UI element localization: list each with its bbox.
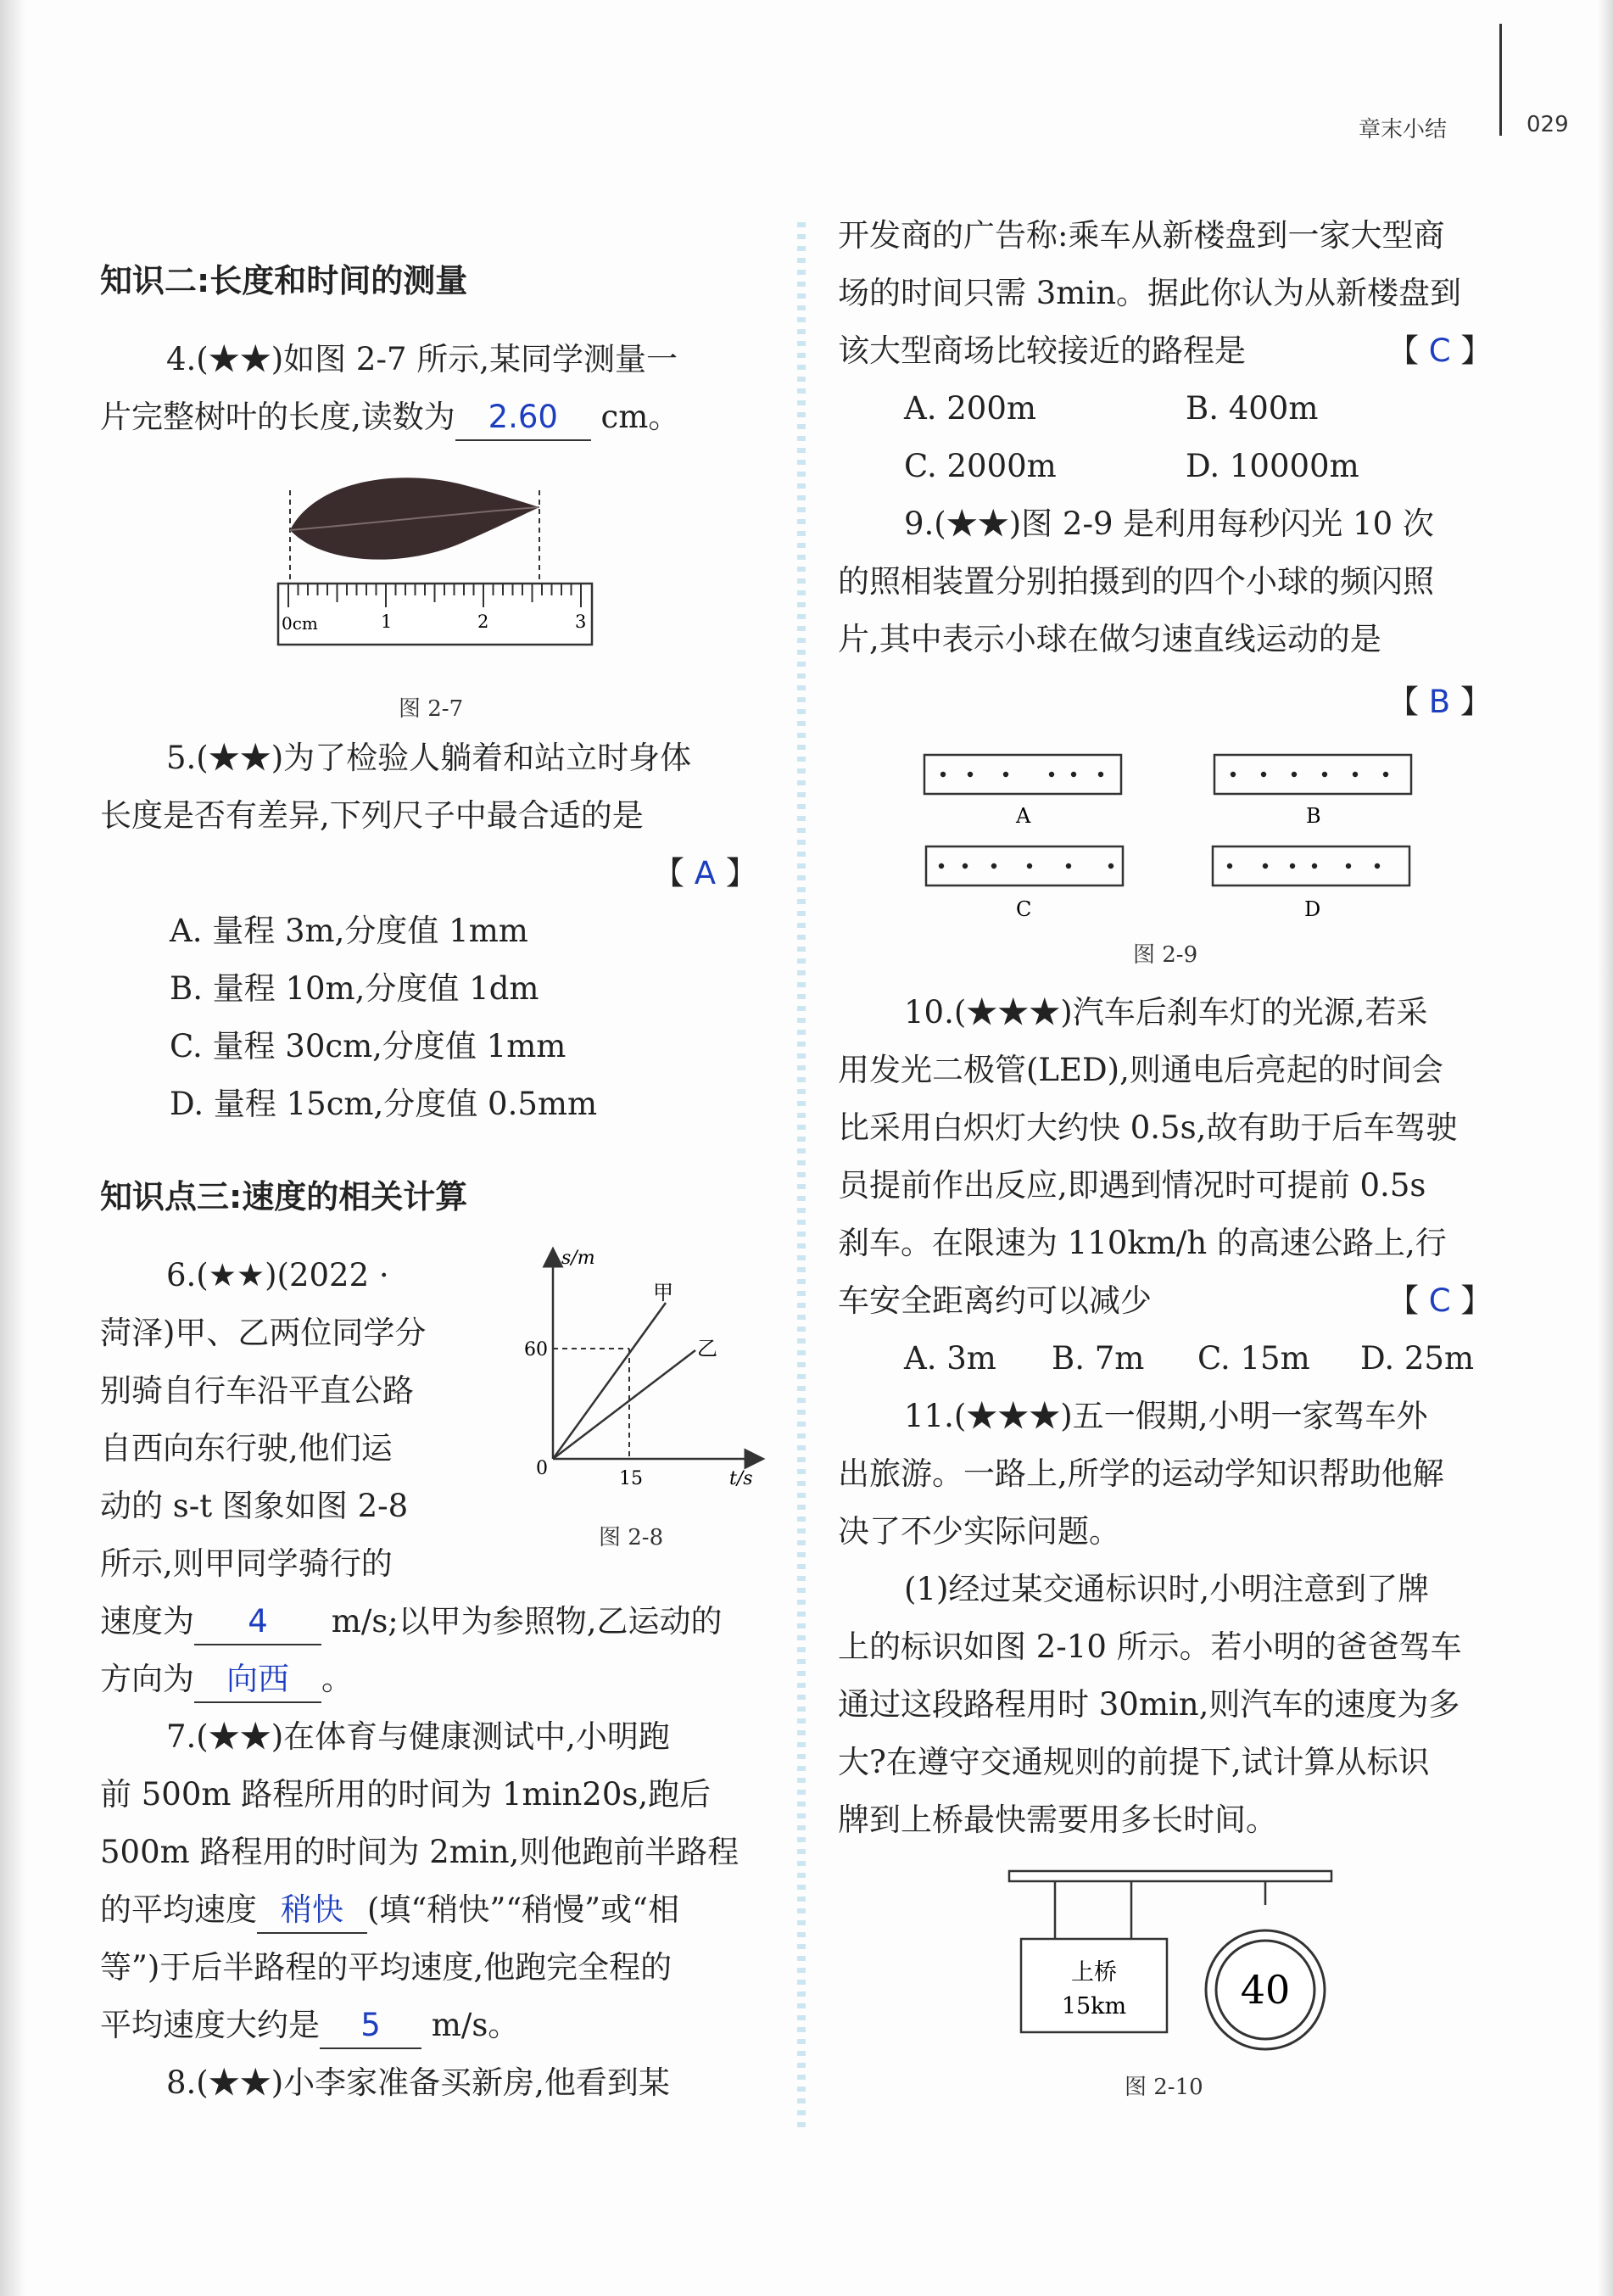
strobe-c: [926, 846, 1123, 921]
q8-line1: 8.(★★)小李家准备买新房,他看到某: [166, 2064, 670, 2101]
ruler: [278, 584, 592, 645]
ruler-tick-2: 2: [477, 612, 489, 632]
header-divider: [1499, 24, 1502, 136]
sign-crossbar: [1009, 1871, 1331, 1881]
q6-answer2-blank: [194, 1662, 321, 1703]
figure-2-9: [916, 746, 1425, 933]
q10-option-b: B. 7m: [1052, 1340, 1145, 1377]
distance-sign-km: 15km: [1061, 1993, 1127, 2019]
q4-answer: 2.60: [488, 399, 558, 435]
tick-60: 60: [524, 1339, 548, 1360]
figure-2-8-caption: 图 2-8: [599, 1525, 664, 1550]
figure-2-8: [517, 1247, 772, 1489]
q8-option-d: D. 10000m: [1186, 448, 1359, 484]
strobe-b: [1214, 755, 1411, 828]
q5-option-a: A. 量程 3m,分度值 1mm: [170, 913, 528, 949]
figure-2-7-caption: 图 2-7: [399, 696, 464, 722]
q7-line5: 等”)于后半路程的平均速度,他跑完全程的: [100, 1949, 673, 1986]
q11-line6: 通过这段路程用时 30min,则汽车的速度为多: [838, 1686, 1460, 1723]
q6-line1: 6.(★★)(2022 ·: [166, 1257, 389, 1293]
q6-line6: 所示,则甲同学骑行的: [100, 1545, 393, 1582]
q11-line2: 出旅游。一路上,所学的运动学知识帮助他解: [838, 1455, 1444, 1492]
header-page-number: 029: [1526, 112, 1569, 137]
q11-line8: 牌到上桥最快需要用多长时间。: [838, 1802, 1277, 1838]
q8-answer-bracket: 【 C 】: [1387, 332, 1493, 369]
q7-answer1: 稍快: [281, 1891, 343, 1928]
strobe-a-label: A: [1016, 804, 1031, 828]
q6-answer2: 向西: [226, 1661, 289, 1697]
strobe-b-label: B: [1306, 804, 1321, 828]
q10-option-d: D. 25m: [1360, 1340, 1475, 1377]
q7-answer2-blank: [320, 2008, 421, 2049]
q8-line3: 场的时间只需 3min。据此你认为从新楼盘到: [838, 275, 1462, 311]
strobe-d: [1213, 846, 1409, 921]
line-yi: [553, 1350, 695, 1459]
q9-line3: 片,其中表示小球在做匀速直线运动的是: [838, 621, 1381, 657]
q7-line4: 的平均速度 稍快 (填“稍快”“稍慢”或“相: [100, 1881, 679, 1939]
q10-option-c: C. 15m: [1197, 1340, 1310, 1377]
q4-line2: 片完整树叶的长度,读数为 2.60 cm。: [100, 388, 679, 446]
strobe-a: [924, 755, 1121, 828]
ruler-tick-1: 1: [381, 612, 393, 632]
q7-line2: 前 500m 路程所用的时间为 1min20s,跑后: [100, 1776, 712, 1813]
figure-2-10-caption: 图 2-10: [1125, 2075, 1203, 2100]
q10-option-a: A. 3m: [904, 1340, 996, 1377]
q5-line2: 长度是否有差异,下列尺子中最合适的是: [100, 797, 644, 834]
q8-answer: C: [1428, 332, 1451, 369]
q8-option-c: C. 2000m: [904, 448, 1057, 484]
q6-line3: 别骑自行车沿平直公路: [100, 1372, 414, 1409]
page-edge-right: [1598, 0, 1613, 2296]
q6-line4: 自西向东行驶,他们运: [100, 1430, 393, 1466]
q5-line1: 5.(★★)为了检验人躺着和站立时身体: [166, 740, 692, 776]
ruler-tick-0: 0cm: [282, 613, 318, 634]
section-heading-3: 知识点三:速度的相关计算: [100, 1178, 468, 1215]
column-divider: [797, 222, 806, 2131]
q5-answer-bracket: 【 A 】: [653, 855, 757, 891]
distance-sign-place: 上桥: [1071, 1959, 1117, 1986]
q10-line5: 刹车。在限速为 110km/h 的高速公路上,行: [838, 1225, 1447, 1261]
q6-line2: 菏泽)甲、乙两位同学分: [100, 1315, 427, 1351]
figure-2-10: [1001, 1857, 1340, 2053]
strobe-d-label: D: [1304, 897, 1321, 921]
q7-answer2: 5: [360, 2007, 381, 2043]
q11-line5: 上的标识如图 2-10 所示。若小明的爸爸驾车: [838, 1628, 1462, 1665]
q9-line2: 的照相装置分别拍摄到的四个小球的频闪照: [838, 563, 1434, 600]
q5-option-b: B. 量程 10m,分度值 1dm: [170, 970, 539, 1007]
q6-answer1: 4: [248, 1603, 268, 1640]
q10-line1: 10.(★★★)汽车后刹车灯的光源,若采: [904, 994, 1428, 1031]
q4-answer-blank: [455, 400, 591, 441]
q7-answer1-blank: [257, 1893, 367, 1934]
q7-line1: 7.(★★)在体育与健康测试中,小明跑: [166, 1718, 670, 1755]
q7-line6: 平均速度大约是 5 m/s。: [100, 1997, 519, 2054]
q9-answer-bracket: 【 B 】: [1387, 684, 1492, 720]
q5-answer: A: [694, 855, 717, 891]
figure-2-7: [263, 458, 611, 662]
q5-option-c: C. 量程 30cm,分度值 1mm: [170, 1028, 567, 1064]
q10-line4: 员提前作出反应,即遇到情况时可提前 0.5s: [838, 1167, 1426, 1204]
q9-answer: B: [1428, 684, 1451, 720]
q7-line3: 500m 路程用的时间为 2min,则他跑前半路程: [100, 1834, 740, 1870]
header-section: 章末小结: [1359, 117, 1448, 142]
label-yi: 乙: [697, 1337, 717, 1360]
q6-line8: 方向为 向西 。: [100, 1651, 353, 1708]
line-jia: [553, 1303, 666, 1459]
ruler-tick-3: 3: [575, 612, 587, 632]
q4-line1: 4.(★★)如图 2-7 所示,某同学测量一: [166, 341, 678, 377]
page-edge-left: [0, 0, 25, 2296]
q9-line1: 9.(★★)图 2-9 是利用每秒闪光 10 次: [904, 506, 1434, 542]
figure-2-9-caption: 图 2-9: [1133, 942, 1198, 968]
q8-line4: 该大型商场比较接近的路程是: [838, 332, 1246, 369]
origin-label: 0: [536, 1458, 548, 1479]
q5-option-d: D. 量程 15cm,分度值 0.5mm: [170, 1086, 598, 1122]
t-axis-label: t/s: [729, 1468, 753, 1489]
q11-line7: 大?在遵守交通规则的前提下,试计算从标识: [838, 1744, 1430, 1780]
s-axis-label: s/m: [561, 1248, 595, 1269]
tick-15: 15: [619, 1468, 643, 1489]
q11-line1: 11.(★★★)五一假期,小明一家驾车外: [904, 1398, 1428, 1434]
q10-answer: C: [1428, 1282, 1451, 1319]
q8-option-a: A. 200m: [904, 390, 1036, 427]
q10-line3: 比采用白炽灯大约快 0.5s,故有助于后车驾驶: [838, 1109, 1458, 1146]
label-jia: 甲: [653, 1281, 673, 1304]
q8-option-b: B. 400m: [1186, 390, 1319, 427]
q11-line4: (1)经过某交通标识时,小明注意到了牌: [904, 1571, 1430, 1607]
speed-limit-value: 40: [1240, 1967, 1291, 2013]
q10-line6: 车安全距离约可以减少: [838, 1282, 1152, 1319]
q6-answer1-blank: [194, 1605, 321, 1645]
q6-line7: 速度为 4 m/s;以甲为参照物,乙运动的: [100, 1593, 723, 1651]
q10-line2: 用发光二极管(LED),则通电后亮起的时间会: [838, 1052, 1443, 1088]
q11-line3: 决了不少实际问题。: [838, 1513, 1120, 1550]
q6-line5: 动的 s-t 图象如图 2-8: [100, 1488, 409, 1524]
q8-line2: 开发商的广告称:乘车从新楼盘到一家大型商: [838, 217, 1445, 254]
strobe-c-label: C: [1016, 897, 1032, 921]
section-heading-2: 知识二:长度和时间的测量: [100, 262, 468, 299]
q10-answer-bracket: 【 C 】: [1387, 1282, 1493, 1319]
